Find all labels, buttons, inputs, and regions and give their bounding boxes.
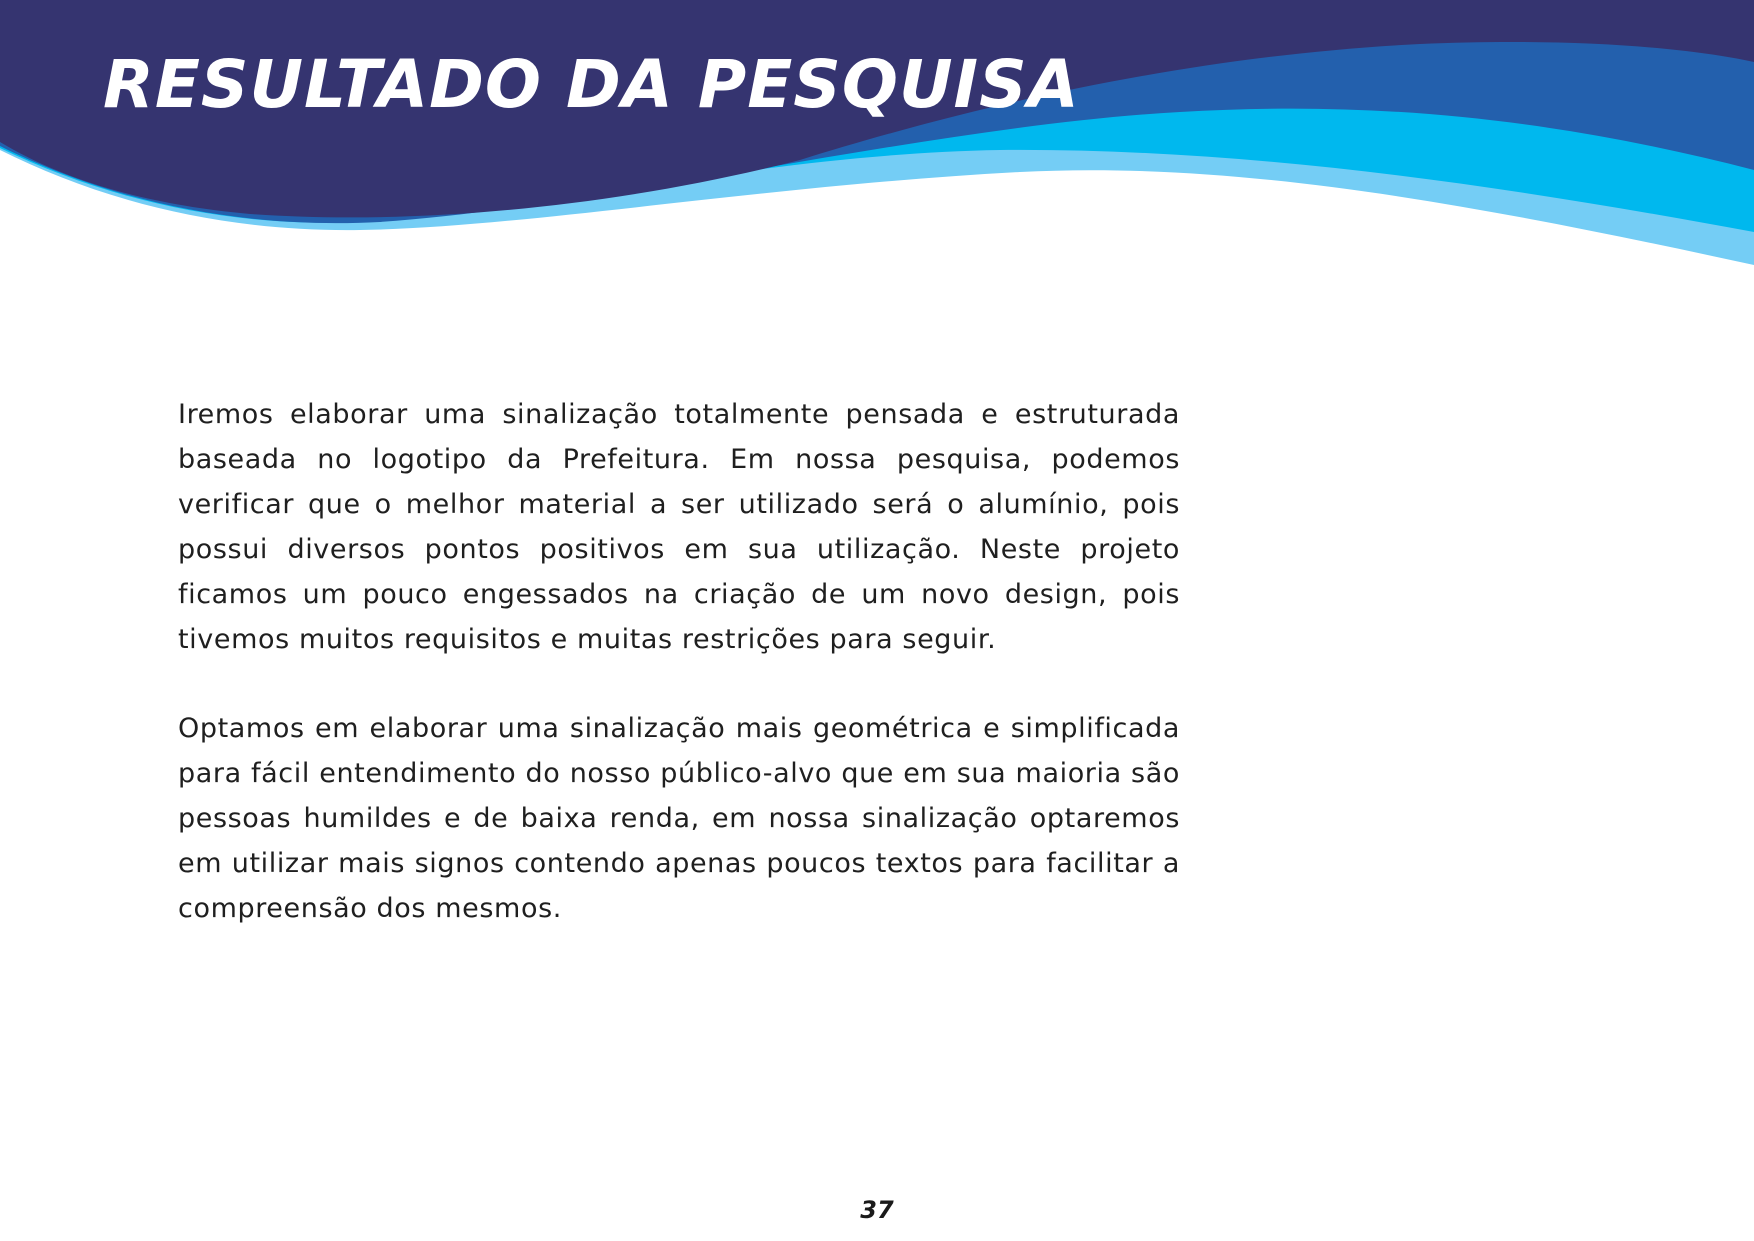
header-wave-decoration — [0, 0, 1754, 280]
paragraph-2: Optamos em elaborar uma sinalização mais geométrica e simplificada para fácil entendimento do nosso público-alvo que em sua maioria são pessoas humildes e de baixa renda, em nossa sinalização optaremos em utilizar mais signos contendo apenas poucos textos para facilitar a compreensão dos mesmos. — [178, 713, 1180, 924]
paragraph-1: Iremos elaborar uma sinalização totalmente pensada e estruturada baseada no logotipo da Prefeitura. Em nossa pesquisa, podemos verificar que o melhor material a ser utilizado será o alumínio, pois possui diversos pontos positivos em sua utilização. Neste projeto ficamos um pouco engessados na criação de um novo design, pois tivemos muitos requisitos e muitas restrições para seguir. — [178, 399, 1180, 655]
page-number: 37 — [860, 1196, 894, 1224]
body-text — [178, 392, 1180, 975]
page-title: RESULTADO DA PESQUISA — [103, 46, 1080, 123]
